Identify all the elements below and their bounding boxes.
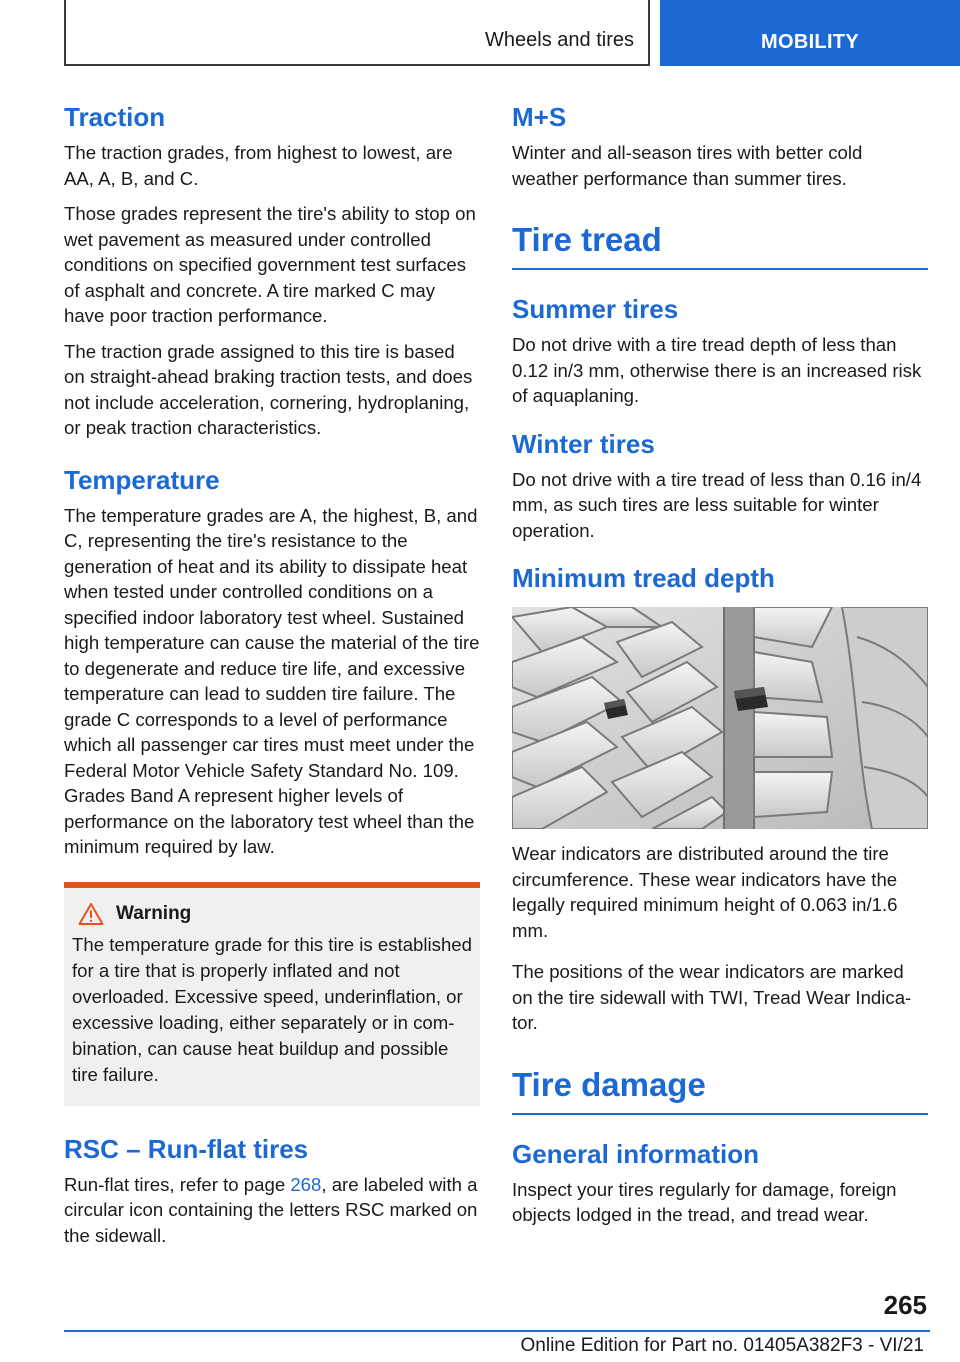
warning-triangle-icon	[78, 902, 104, 926]
traction-paragraph-3: The traction grade assigned to this tire is based on straight-ahead braking traction tests, and does not include acceleration, cornering, hydroplaning, or peak traction characteristics.	[64, 340, 473, 438]
rsc-text-before: Run-flat tires, refer to page	[64, 1173, 291, 1195]
warning-box	[64, 882, 480, 1106]
header-section-box	[64, 0, 650, 66]
traction-paragraph-1: The traction grades, from highest to lowest, are AA, A, B, and C.	[64, 142, 453, 189]
header-chapter-tab[interactable]: MOBILITY	[660, 0, 960, 66]
heading-tire-damage: Tire damage	[512, 1064, 928, 1115]
footer-edition: Online Edition for Part no. 01405A382F3 - VI/21	[520, 1335, 924, 1356]
left-column	[64, 100, 480, 1248]
ms-paragraph: Winter and all-season tires with better cold weather performance than summer tires.	[512, 142, 863, 189]
general-paragraph: Inspect your tires regularly for damage, foreign objects lodged in the tread, and tread wear.	[512, 1178, 897, 1225]
tread-wear-indicator-image	[512, 607, 928, 829]
heading-minimum-tread-depth: Minimum tread depth	[512, 563, 775, 593]
wear-indicator-paragraph-1: Wear indicators are distributed around the tire circumference. These wear indicators have the legally required minimum height of 0.063 in/1.6 mm.	[512, 843, 898, 941]
page-number: 265	[883, 1290, 927, 1320]
winter-paragraph: Do not drive with a tire tread of less than 0.16 in/4 mm, as such tires are less suitable for winter operation.	[512, 468, 922, 541]
heading-tire-tread: Tire tread	[512, 219, 928, 270]
heading-ms: M+S	[512, 102, 567, 132]
temperature-paragraph: The temperature grades are A, the highest, B, and C, representing the tire's resistance to the generation of heat and its ability to dissipate heat when tested under controlled conditions on a specified indoor laboratory test wheel. Sustained high temperature can cause the material of the tire to degenerate and reduce tire life, and excessive temperature can lead to sudden tire failure. The grade C corresponds to a level of performance which all passenger car tires must meet under the Federal Motor Vehicle Safety Standard No. 109. Grades Band A represent higher levels of performance on the laboratory test wheel than the minimum required by law.	[64, 504, 480, 857]
heading-temperature: Temperature	[64, 464, 220, 495]
heading-general-information: General information	[512, 1138, 760, 1169]
heading-winter-tires: Winter tires	[512, 428, 655, 459]
rsc-text-after: , are labeled with a circular icon containing the letters RSC marked on the sidewall.	[64, 1173, 478, 1246]
tread-illustration	[512, 607, 928, 829]
header-section-title: Wheels and tires	[485, 29, 634, 51]
footer-divider	[64, 1330, 930, 1332]
summer-paragraph: Do not drive with a tire tread depth of less than 0.12 in/3 mm, otherwise there is an increased risk of aquaplaning.	[512, 334, 922, 406]
wear-indicator-paragraph-2: The positions of the wear indicators are marked on the tire sidewall with TWI, Tread Wear Indicator.	[512, 961, 912, 1033]
heading-rsc: RSC – Run‑flat tires	[64, 1133, 309, 1164]
right-column	[512, 100, 928, 1228]
heading-traction: Traction	[64, 102, 166, 132]
warning-text: The temperature grade for this tire is established for a tire that is properly inflated and not overloaded. Excessive speed, underinflation, or excessive loading, either separately or in combination, can cause heat buildup and possible tire failure.	[72, 933, 472, 1085]
warning-header	[72, 902, 472, 926]
warning-title: Warning	[116, 902, 192, 924]
heading-summer-tires: Summer tires	[512, 294, 679, 324]
page-header	[0, 0, 960, 66]
rsc-paragraph	[64, 1172, 480, 1249]
traction-paragraph-2: Those grades represent the tire's ability to stop on wet pavement as measured under controlled conditions on specified government test surfaces of asphalt and concrete. A tire marked C may have poor traction performance.	[64, 203, 476, 326]
page-ref-link[interactable]: 268	[290, 1173, 322, 1195]
